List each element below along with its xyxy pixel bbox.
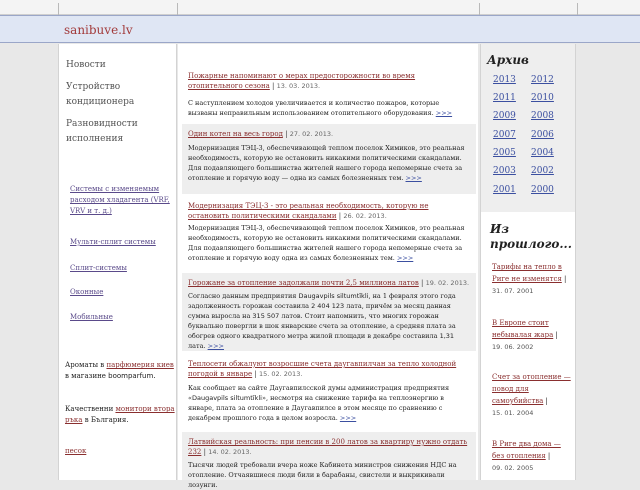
ad-sand bbox=[65, 446, 175, 457]
post-body bbox=[188, 223, 470, 263]
right-sidebar bbox=[480, 44, 576, 480]
past-item-link[interactable]: В Европе стоит небывалая жара bbox=[492, 319, 554, 339]
post-separator: | bbox=[336, 212, 344, 220]
post-title-link[interactable]: Горожане за отопление задолжали почти 2,5 миллиона латов bbox=[188, 279, 419, 287]
post-title-link[interactable]: Теплосети обжалуют возросшие счета даугавпилчан за тепло холодной погодой в январе bbox=[188, 360, 457, 378]
archive-year-link[interactable]: 2000 bbox=[531, 185, 554, 195]
right-margin bbox=[578, 44, 640, 480]
left-margin bbox=[0, 44, 58, 480]
top-strip bbox=[0, 0, 640, 15]
nav-sub-window[interactable]: Оконные bbox=[70, 288, 104, 296]
read-more-link[interactable]: >>> bbox=[435, 109, 453, 117]
post-separator: | bbox=[201, 448, 209, 456]
post-separator: | bbox=[269, 82, 277, 90]
nav-sub-mobile[interactable]: Мобильные bbox=[70, 313, 113, 321]
past-item bbox=[492, 371, 572, 419]
read-more-link[interactable]: >>> bbox=[396, 254, 414, 262]
post-date: 27. 02. 2013. bbox=[289, 130, 334, 138]
post-number: 2 404 123 bbox=[311, 302, 345, 310]
read-more-link[interactable]: >>> bbox=[405, 174, 422, 182]
past-item bbox=[492, 317, 572, 353]
post-title-link[interactable]: Пожарные напоминают о мерах предосторожности во время отопительного сезона bbox=[188, 72, 416, 90]
ad-link-perfume[interactable]: парфюмерия киев bbox=[106, 361, 174, 369]
read-more-link[interactable]: >>> bbox=[207, 342, 224, 350]
archive-year-link[interactable]: 2009 bbox=[493, 111, 516, 121]
past-item-separator: | bbox=[543, 397, 548, 405]
past-item-date: 19. 06. 2002 bbox=[492, 343, 534, 351]
archive-year-link[interactable]: 2002 bbox=[531, 166, 554, 176]
strip-divider bbox=[577, 3, 578, 15]
left-sidebar bbox=[58, 44, 177, 480]
post-text: лата, причём за месяц данная сумма выросла на bbox=[188, 302, 451, 320]
news-post bbox=[182, 432, 476, 489]
past-item-link[interactable]: Счет за отопление — повод для самоубийства bbox=[492, 373, 571, 405]
post-text: Модернизация ТЭЦ-3, обеспечивающей теплом поселок Химиков, это реальная необходимость, которую не остановить никакими политическими скандалами. Для подавляющего большинства жителей нашего города непомерные счета за отопление и горячую воду одна из самых болезненных тем. bbox=[188, 224, 465, 262]
nav-item-types[interactable]: Разновидности исполнения bbox=[66, 119, 138, 144]
post-text: Daugavpils siltumtīkli bbox=[191, 394, 262, 402]
post-title-link[interactable]: Модернизация ТЭЦ-3 - это реальная необходимость, которую не остановить политическими скандалами bbox=[188, 202, 429, 220]
archive-year-link[interactable]: 2006 bbox=[531, 130, 554, 140]
post-text: С наступлением холодов увеличивается и количество пожаров, которые вызваны неправильным использованием отопительного оборудования. bbox=[188, 99, 440, 117]
past-item-separator: | bbox=[545, 452, 551, 460]
post-separator: | bbox=[418, 279, 426, 287]
past-item-separator: | bbox=[553, 331, 558, 339]
ad-text: в магазине bbox=[65, 372, 109, 380]
post-body: Тысячи людей требовали вчера ноже Кабинета министров снижения НДС на отопление. Отчаявшиеся люди били в барабаны, свистели и выкрикивали лозунги. bbox=[188, 461, 457, 489]
nav-sub-split[interactable]: Сплит-системы bbox=[70, 264, 127, 272]
past-item-date: 15. 01. 2004 bbox=[492, 409, 534, 417]
post-text: », несмотря на снижение тарифа на теплоэнергию в январе, плата за отопление в Даугавпилсе в этом месяце по сравнению с декабрем прошлого года в целом возросла. bbox=[188, 394, 444, 422]
nav-item-news[interactable]: Новости bbox=[66, 60, 106, 70]
ad-text: . bbox=[153, 372, 156, 380]
post-body bbox=[188, 143, 470, 183]
post-text: Модернизация ТЭЦ-3, обеспечивающей теплом поселок Химиков, это реальная необходимость, которую не остановить никакими политическими скандалами. Для подавляющего большинства жителей нашего города непомерные счета за отопление и горячую воду — одна из самых болезненных тем. bbox=[188, 144, 465, 182]
archive-heading: Архив bbox=[487, 53, 529, 67]
post-separator: | bbox=[282, 130, 290, 138]
archive-year-link[interactable]: 2004 bbox=[531, 148, 554, 158]
archive-year-link[interactable]: 2007 bbox=[493, 130, 516, 140]
ad-text: в България. bbox=[82, 416, 129, 424]
ad-monitors bbox=[65, 404, 175, 426]
archive-year-link[interactable]: 2008 bbox=[531, 111, 554, 121]
nav-sub-multisplit[interactable]: Мульти-сплит системы bbox=[70, 238, 156, 246]
post-text: Как сообщает на сайте Даугавпилсской думы администрация предприятия « bbox=[188, 384, 450, 402]
archive-year-link[interactable]: 2013 bbox=[493, 75, 516, 85]
post-date: 26. 02. 2013. bbox=[343, 212, 387, 220]
post-text: Daugavpils siltumtīkli bbox=[298, 292, 369, 300]
post-date: 19. 02. 2013. bbox=[425, 279, 470, 287]
past-item bbox=[492, 261, 572, 297]
archive-year-link[interactable]: 2005 bbox=[493, 148, 516, 158]
post-text: латов. Стоит напомнить, что многих горожан буквально повергли в шок январские счета за отопление, а средняя плата за обогрев одного квадратного метра жилой площади в декабре составила bbox=[188, 312, 456, 340]
past-item-date: 09. 02. 2005 bbox=[492, 464, 534, 472]
read-more-link[interactable]: >>> bbox=[339, 414, 357, 422]
archive-year-link[interactable]: 2003 bbox=[493, 166, 516, 176]
site-title[interactable]: sanibuve.lv bbox=[64, 23, 133, 37]
news-post bbox=[182, 354, 476, 428]
post-date: 13. 03. 2013. bbox=[276, 82, 321, 90]
from-the-past-heading: Из прошлого... bbox=[490, 222, 572, 251]
post-separator: | bbox=[252, 370, 259, 378]
past-item-link[interactable]: В Риге два дома — без отопления bbox=[492, 440, 561, 460]
ad-link-monitors[interactable]: монитори втора ръка bbox=[65, 405, 175, 424]
post-body bbox=[188, 98, 470, 118]
site-header bbox=[0, 15, 640, 43]
news-post bbox=[182, 66, 476, 126]
archive-year-link[interactable]: 2010 bbox=[531, 93, 554, 103]
ad-link-sand[interactable]: песок bbox=[65, 447, 87, 455]
nav-item-device[interactable]: Устройство кондиционера bbox=[66, 82, 135, 107]
ad-text: Качественни bbox=[65, 405, 116, 413]
post-text: Согласно данным предприятия bbox=[188, 292, 299, 300]
nav-sub-vrf[interactable]: Системы с изменяемым расходом хладагента (VRF, VRV и т. д.) bbox=[70, 185, 170, 215]
post-number: 315 507 bbox=[252, 312, 280, 320]
past-item bbox=[492, 438, 572, 474]
post-body bbox=[188, 291, 470, 351]
ad-perfume bbox=[65, 360, 175, 382]
past-item-date: 31. 07. 2001 bbox=[492, 287, 534, 295]
strip-divider bbox=[479, 3, 480, 15]
news-post bbox=[182, 196, 476, 270]
ad-text: Ароматы в bbox=[65, 361, 107, 369]
strip-divider bbox=[58, 3, 59, 15]
ad-brand: boomparfum bbox=[108, 372, 154, 380]
post-title-link[interactable]: Один котел на весь город bbox=[188, 130, 283, 138]
news-post bbox=[182, 124, 476, 194]
strip-divider bbox=[177, 3, 178, 15]
post-text: , на 1 февраля этого года задолженность горожан составила bbox=[188, 292, 456, 310]
main-content bbox=[178, 44, 478, 489]
past-item-link[interactable]: Тарифы на тепло в Риге не изменятся bbox=[492, 263, 562, 283]
post-text: лата. bbox=[188, 342, 206, 350]
post-number: 1,31 bbox=[439, 332, 455, 340]
post-body bbox=[188, 383, 470, 423]
archive-year-link[interactable]: 2011 bbox=[493, 93, 516, 103]
post-date: 14. 02. 2013. bbox=[208, 448, 252, 456]
past-item-separator: | bbox=[561, 275, 567, 283]
archive-year-link[interactable]: 2001 bbox=[493, 185, 516, 195]
post-title-link[interactable]: Латвийская реальность: при пенсии в 200 латов за квартиру нужно отдать 232 bbox=[188, 438, 468, 456]
post-date: 15. 02. 2013. bbox=[258, 370, 303, 378]
news-post bbox=[182, 273, 476, 351]
archive-year-link[interactable]: 2012 bbox=[531, 75, 554, 85]
